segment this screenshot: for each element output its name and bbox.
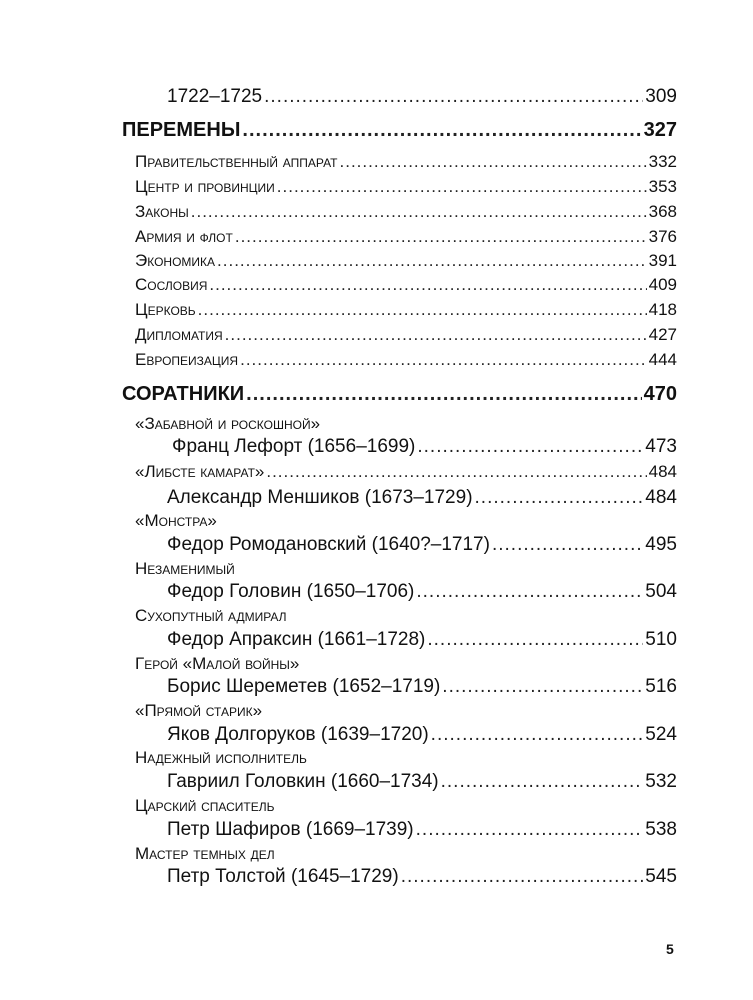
entry-title: Законы xyxy=(135,202,189,221)
chapter-heading: Надежный исполнитель xyxy=(135,748,307,767)
entry-page: 409 xyxy=(648,275,677,294)
entry-title: 1722–1725 xyxy=(167,86,263,107)
entry-page: 484 xyxy=(645,487,677,508)
entry-title: Федор Апраксин (1661–1728) xyxy=(167,629,426,650)
toc-entry[interactable] xyxy=(135,462,677,482)
dot-leader xyxy=(217,251,647,271)
entry-page: 332 xyxy=(648,152,677,171)
toc-entry-1722-1725[interactable] xyxy=(167,86,677,108)
entry-page: 532 xyxy=(645,771,677,792)
entry-page: 484 xyxy=(648,462,677,481)
dot-leader xyxy=(475,487,644,509)
dot-leader xyxy=(492,534,643,556)
chapter-heading: Мастер темных дел xyxy=(135,844,275,863)
chapter-heading: Герой «Малой войны» xyxy=(135,654,300,673)
dot-leader xyxy=(401,866,644,888)
toc-entry[interactable] xyxy=(135,251,677,271)
entry-page: 427 xyxy=(648,325,677,344)
toc-entry[interactable] xyxy=(135,275,677,295)
toc-entry[interactable] xyxy=(167,534,677,556)
entry-title: Франц Лефорт (1656–1699) xyxy=(172,436,416,457)
dot-leader xyxy=(416,581,643,603)
entry-page: 391 xyxy=(648,251,677,270)
dot-leader xyxy=(442,676,643,698)
toc-section-peremeny[interactable] xyxy=(122,119,677,142)
toc-entry[interactable] xyxy=(172,436,677,458)
entry-page: 516 xyxy=(645,676,677,697)
toc-entry[interactable] xyxy=(167,629,677,651)
dot-leader xyxy=(431,724,644,746)
toc-entry[interactable] xyxy=(135,350,677,370)
entry-title: Дипломатия xyxy=(135,325,223,344)
dot-leader xyxy=(277,177,647,197)
entry-page: 368 xyxy=(648,202,677,221)
toc-entry[interactable] xyxy=(167,866,677,888)
toc-section-soratniki[interactable] xyxy=(122,383,677,406)
toc-entry[interactable] xyxy=(167,771,677,793)
toc-entry[interactable] xyxy=(135,300,677,320)
toc-entry[interactable] xyxy=(167,819,677,841)
page-number: 5 xyxy=(666,941,674,957)
toc-entry[interactable] xyxy=(135,177,677,197)
entry-title: Армия и флот xyxy=(135,227,233,246)
dot-leader xyxy=(242,119,641,142)
dot-leader xyxy=(209,275,646,295)
chapter-heading: «Прямой старик» xyxy=(135,701,263,720)
toc-entry[interactable] xyxy=(135,325,677,345)
chapter-heading: «Монстра» xyxy=(135,511,217,530)
entry-title: Федор Ромодановский (1640?–1717) xyxy=(167,534,490,555)
entry-title: Гавриил Головкин (1660–1734) xyxy=(167,771,439,792)
entry-page: 495 xyxy=(645,534,677,555)
dot-leader xyxy=(427,629,643,651)
entry-title: «Либсте камарат» xyxy=(135,462,265,481)
dot-leader xyxy=(340,152,647,172)
dot-leader xyxy=(225,325,647,345)
toc-entry[interactable] xyxy=(135,227,677,247)
dot-leader xyxy=(417,436,643,458)
section-page: 470 xyxy=(643,383,677,405)
toc-entry[interactable] xyxy=(167,676,677,698)
toc-entry[interactable] xyxy=(135,202,677,222)
entry-page: 444 xyxy=(648,350,677,369)
dot-leader xyxy=(266,462,646,482)
entry-page: 309 xyxy=(645,86,677,107)
dot-leader xyxy=(246,383,641,406)
dot-leader xyxy=(264,86,643,108)
entry-page: 524 xyxy=(645,724,677,745)
entry-page: 538 xyxy=(645,819,677,840)
entry-page: 376 xyxy=(648,227,677,246)
entry-title: Правительственный аппарат xyxy=(135,152,338,171)
dot-leader xyxy=(416,819,644,841)
entry-title: Сословия xyxy=(135,275,208,294)
entry-title: Петр Толстой (1645–1729) xyxy=(167,866,399,887)
entry-page: 504 xyxy=(645,581,677,602)
chapter-heading: Незаменимый xyxy=(135,559,235,578)
dot-leader xyxy=(441,771,644,793)
entry-title: Церковь xyxy=(135,300,196,319)
dot-leader xyxy=(235,227,647,247)
section-title: ПЕРЕМЕНЫ xyxy=(122,119,241,141)
entry-title: Европеизация xyxy=(135,350,239,369)
entry-title: Экономика xyxy=(135,251,216,270)
chapter-heading: Сухопутный адмирал xyxy=(135,606,287,625)
entry-page: 545 xyxy=(645,866,677,887)
dot-leader xyxy=(240,350,647,370)
entry-title: Яков Долгоруков (1639–1720) xyxy=(167,724,429,745)
chapter-heading: Царский спаситель xyxy=(135,796,275,815)
section-title: СОРАТНИКИ xyxy=(122,383,245,405)
entry-page: 418 xyxy=(648,300,677,319)
toc-entry[interactable] xyxy=(167,581,677,603)
entry-title: Петр Шафиров (1669–1739) xyxy=(167,819,414,840)
toc-entry[interactable] xyxy=(135,152,677,172)
dot-leader xyxy=(198,300,647,320)
entry-page: 473 xyxy=(645,436,677,457)
dot-leader xyxy=(191,202,647,222)
entry-page: 353 xyxy=(648,177,677,196)
entry-title: Александр Меншиков (1673–1729) xyxy=(167,487,473,508)
toc-entry[interactable] xyxy=(167,487,677,509)
section-page: 327 xyxy=(643,119,677,141)
entry-title: Борис Шереметев (1652–1719) xyxy=(167,676,441,697)
entry-title: Центр и провинции xyxy=(135,177,275,196)
toc-entry[interactable] xyxy=(167,724,677,746)
chapter-heading: «Забавной и роскошной» xyxy=(135,414,321,433)
entry-page: 510 xyxy=(645,629,677,650)
entry-title: Федор Головин (1650–1706) xyxy=(167,581,415,602)
